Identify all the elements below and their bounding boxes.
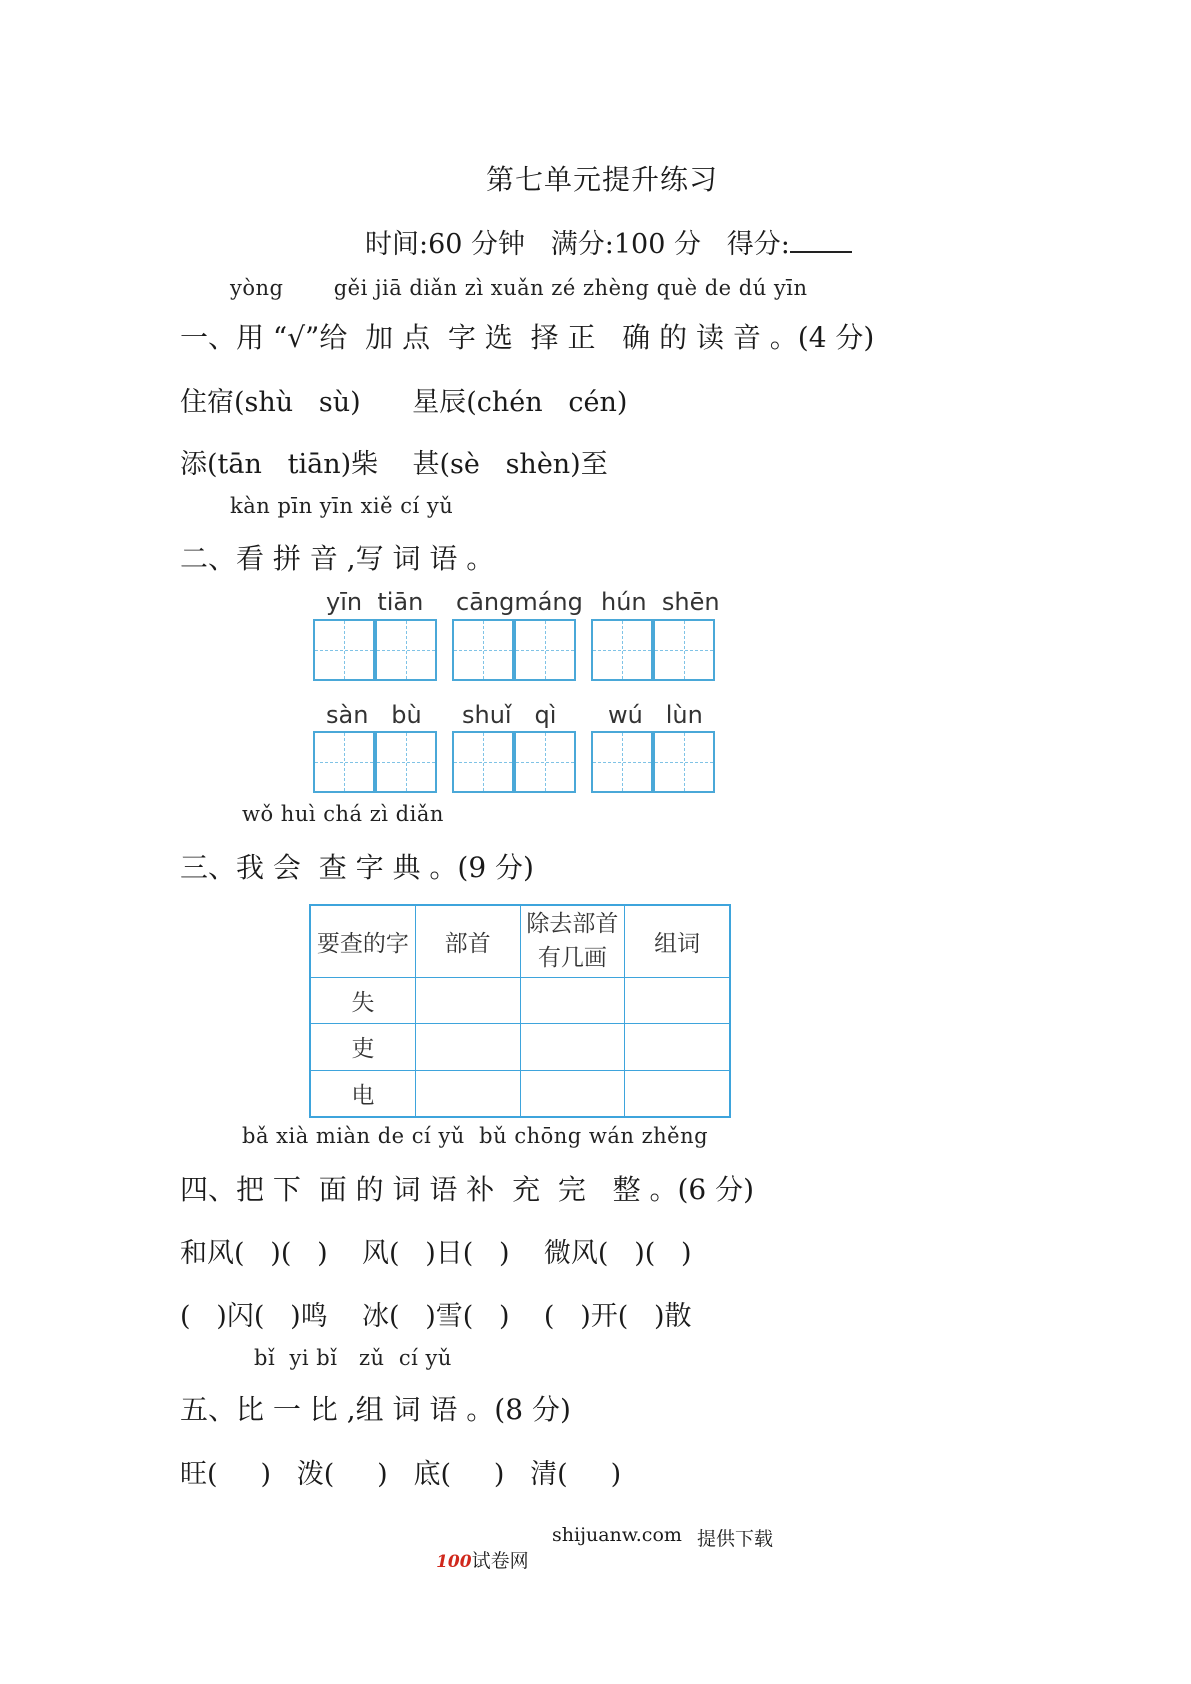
writing-box[interactable] bbox=[313, 619, 375, 681]
site-logo: 100 bbox=[436, 1552, 472, 1572]
writing-box[interactable] bbox=[514, 619, 576, 681]
table-header: 除去部首 有几画 bbox=[520, 905, 625, 977]
site-name: 试卷网 bbox=[471, 1550, 529, 1572]
grid-pinyin-5: shuǐ qì bbox=[462, 701, 557, 729]
writing-box[interactable] bbox=[375, 619, 437, 681]
writing-box[interactable] bbox=[514, 731, 576, 793]
q3-heading: 三、我 会 查 字 典 。(9 分) bbox=[180, 851, 534, 884]
q4-pinyin: bǎ xià miàn de cí yǔ bǔ chōng wán zhěng bbox=[242, 1124, 709, 1148]
table-char: 电 bbox=[310, 1070, 415, 1117]
grid-pinyin-4: sàn bù bbox=[326, 701, 422, 729]
table-char: 吏 bbox=[310, 1023, 415, 1070]
grid-pinyin-2: cāngmáng bbox=[456, 588, 583, 616]
table-header: 要查的字 bbox=[310, 905, 415, 977]
writing-box[interactable] bbox=[452, 731, 514, 793]
answer-cell[interactable] bbox=[625, 1070, 730, 1117]
answer-cell[interactable] bbox=[415, 1023, 520, 1070]
q4-line-2: ( )闪( )鸣 冰( )雪( ) ( )开( )散 bbox=[180, 1301, 692, 1332]
table-char: 失 bbox=[310, 977, 415, 1023]
answer-cell[interactable] bbox=[520, 1023, 625, 1070]
q4-line-1: 和风( )( ) 风( )日( ) 微风( )( ) bbox=[180, 1238, 692, 1269]
answer-cell[interactable] bbox=[415, 977, 520, 1023]
answer-cell[interactable] bbox=[520, 1070, 625, 1117]
q1-line-1: 住宿(shù sù) 星辰(chén cén) bbox=[180, 387, 628, 418]
q5-heading: 五、比 一 比 ,组 词 语 。(8 分) bbox=[180, 1393, 571, 1426]
q1-pinyin: yòng gěi jiā diǎn zì xuǎn zé zhèng què de dú yīn bbox=[230, 276, 808, 300]
writing-box[interactable] bbox=[313, 731, 375, 793]
writing-box[interactable] bbox=[591, 731, 653, 793]
answer-cell[interactable] bbox=[625, 977, 730, 1023]
writing-box[interactable] bbox=[591, 619, 653, 681]
q5-pinyin: bǐ yi bǐ zǔ cí yǔ bbox=[254, 1346, 452, 1370]
grid-pinyin-3: hún shēn bbox=[601, 588, 720, 616]
q1-heading: 一、用 “√”给 加 点 字 选 择 正 确 的 读 音 。(4 分) bbox=[180, 321, 875, 354]
q5-line-1: 旺( ) 泼( ) 底( ) 清( ) bbox=[180, 1459, 622, 1490]
answer-cell[interactable] bbox=[625, 1023, 730, 1070]
q1-line-2: 添(tān tiān)柴 甚(sè shèn)至 bbox=[180, 449, 608, 480]
q2-pinyin: kàn pīn yīn xiě cí yǔ bbox=[230, 494, 454, 518]
q4-heading: 四、把 下 面 的 词 语 补 充 完 整 。(6 分) bbox=[180, 1173, 755, 1206]
writing-box[interactable] bbox=[452, 619, 514, 681]
footer-note: 提供下载 bbox=[697, 1528, 774, 1550]
writing-box[interactable] bbox=[653, 731, 715, 793]
answer-cell[interactable] bbox=[520, 977, 625, 1023]
table-header: 组词 bbox=[625, 905, 730, 977]
grid-pinyin-6: wú lùn bbox=[608, 701, 703, 729]
footer-domain[interactable]: shijuanw.com bbox=[552, 1524, 682, 1546]
exam-info-text: 时间:60 分钟 满分:100 分 得分: bbox=[365, 229, 790, 260]
grid-pinyin-1: yīn tiān bbox=[326, 588, 424, 616]
answer-cell[interactable] bbox=[415, 1070, 520, 1117]
writing-box[interactable] bbox=[653, 619, 715, 681]
exam-info bbox=[365, 222, 852, 261]
table-header: 部首 bbox=[415, 905, 520, 977]
page-title: 第七单元提升练习 bbox=[486, 163, 719, 196]
dictionary-table bbox=[309, 904, 731, 1118]
q2-heading: 二、看 拼 音 ,写 词 语 。 bbox=[180, 542, 495, 575]
footer bbox=[424, 1524, 529, 1573]
q3-pinyin: wǒ huì chá zì diǎn bbox=[242, 802, 444, 826]
writing-box[interactable] bbox=[375, 731, 437, 793]
score-blank bbox=[790, 227, 852, 253]
